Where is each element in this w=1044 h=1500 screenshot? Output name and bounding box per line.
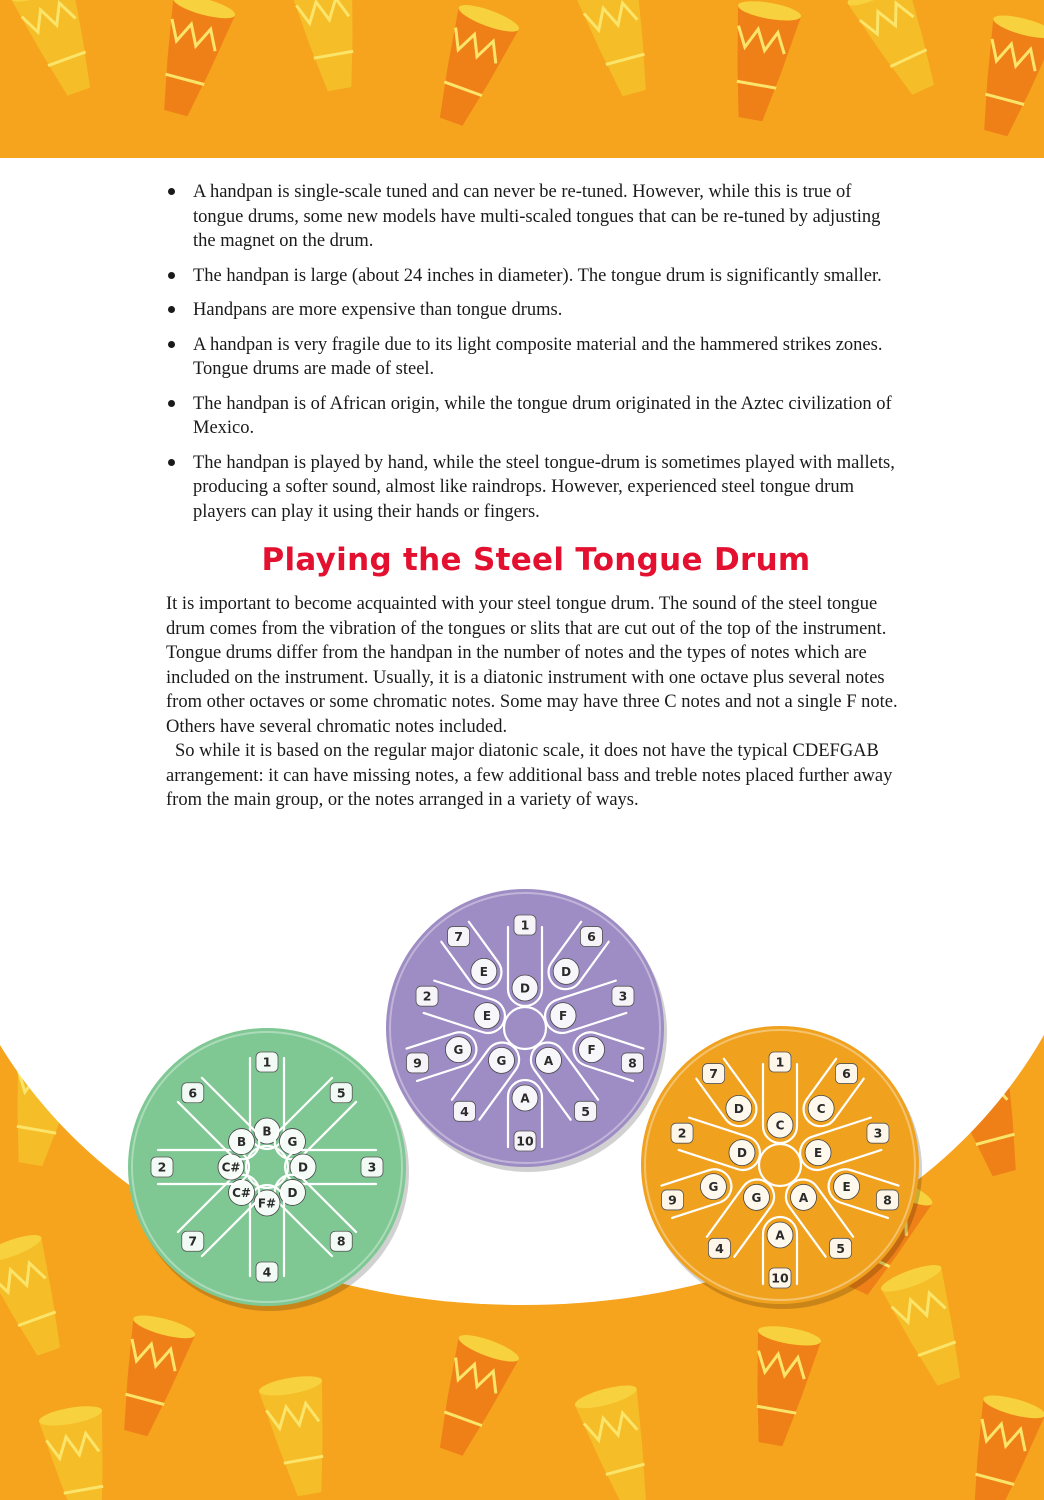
note-label: C# <box>232 1185 251 1200</box>
number-label: 3 <box>618 988 628 1004</box>
note-label: E <box>482 1009 492 1024</box>
note-label: A <box>543 1053 554 1068</box>
note-label: C <box>775 1118 785 1133</box>
note-label: F <box>558 1009 568 1024</box>
orange-drum-illustration <box>637 1022 923 1308</box>
list-item: Handpans are more expensive than tongue drums. <box>166 298 906 323</box>
note-label: G <box>496 1053 507 1068</box>
note-label: G <box>453 1043 464 1058</box>
number-label: 6 <box>842 1066 851 1082</box>
purple-drum-illustration <box>382 885 668 1171</box>
note-label: B <box>236 1135 247 1150</box>
note-label: D <box>520 981 530 996</box>
list-item: The handpan is played by hand, while the steel tongue-drum is sometimes played with mallets, producing a softer sound, almost like raindrops. However, experienced steel tongue drum players can play it using their hands or fingers. <box>166 451 906 525</box>
list-item: The handpan is of African origin, while the tongue drum originated in the Aztec civilization of Mexico. <box>166 392 906 441</box>
list-item: The handpan is large (about 24 inches in diameter). The tongue drum is significantly smaller. <box>166 264 906 289</box>
list-item: A handpan is single-scale tuned and can never be re-tuned. However, while this is true of tongue drums, some new models have multi-scaled tongues that can be re-tuned by adjusting the magnet on the drum. <box>166 180 906 254</box>
number-label: 4 <box>460 1103 469 1119</box>
number-label: 5 <box>336 1085 346 1101</box>
note-label: B <box>262 1124 272 1139</box>
paragraph: So while it is based on the regular major diatonic scale, it does not have the typical CDEFGAB arrangement: it can have missing notes, a few additional bass and treble notes placed further away from the main group, or the notes arranged in a variety of ways. <box>166 741 893 810</box>
number-label: 8 <box>883 1192 892 1208</box>
orange-tongue-drum <box>637 1022 923 1308</box>
note-label: C <box>816 1101 826 1116</box>
number-label: 1 <box>520 917 530 933</box>
number-label: 9 <box>413 1055 422 1071</box>
note-label: D <box>736 1146 747 1161</box>
number-label: 4 <box>715 1240 724 1256</box>
note-label: A <box>775 1228 785 1243</box>
number-label: 2 <box>422 988 432 1004</box>
number-label: 6 <box>188 1085 198 1101</box>
note-label: G <box>751 1190 762 1205</box>
purple-tongue-drum <box>382 885 668 1171</box>
green-drum-illustration <box>124 1024 410 1310</box>
note-label: F# <box>257 1196 277 1211</box>
note-label: A <box>798 1190 809 1205</box>
main-content <box>166 180 906 813</box>
number-label: 3 <box>367 1159 377 1175</box>
comparison-list <box>166 180 906 524</box>
number-label: 1 <box>775 1054 785 1070</box>
note-label: A <box>520 1091 530 1106</box>
number-label: 10 <box>516 1133 534 1149</box>
note-label: C# <box>221 1160 241 1175</box>
number-label: 4 <box>262 1264 272 1280</box>
section-heading: Playing the Steel Tongue Drum <box>261 542 811 578</box>
number-label: 9 <box>668 1192 677 1208</box>
list-item: A handpan is very fragile due to its light composite material and the hammered strikes zones. Tongue drums are made of steel. <box>166 333 906 382</box>
number-label: 6 <box>587 929 596 945</box>
number-label: 2 <box>157 1159 167 1175</box>
number-label: 8 <box>628 1055 637 1071</box>
note-label: G <box>708 1180 719 1195</box>
paragraph: It is important to become acquainted with your steel tongue drum. The sound of the steel tongue drum comes from the vibration of the tongues or slits that are cut out of the top of the instrument. <box>166 594 887 639</box>
paragraph: Tongue drums differ from the handpan in the number of notes and the types of notes which are included on the instrument. Usually, it is a diatonic instrument with one octave plus several notes from other octaves or some chromatic notes. Some may have three C notes and not a single F note. Others have several chromatic notes included. <box>166 643 898 737</box>
number-label: 7 <box>188 1233 198 1249</box>
note-label: D <box>733 1101 744 1116</box>
note-label: E <box>842 1180 851 1195</box>
number-label: 5 <box>836 1240 845 1256</box>
note-label: F <box>587 1043 596 1058</box>
number-label: 1 <box>262 1054 272 1070</box>
number-label: 10 <box>771 1270 789 1286</box>
number-label: 5 <box>581 1103 590 1119</box>
number-label: 7 <box>709 1066 718 1082</box>
note-label: E <box>813 1146 823 1161</box>
number-label: 7 <box>454 929 463 945</box>
note-label: D <box>298 1160 308 1175</box>
note-label: G <box>287 1135 298 1150</box>
note-label: E <box>479 964 488 979</box>
note-label: D <box>287 1185 298 1200</box>
number-label: 8 <box>336 1233 346 1249</box>
number-label: 2 <box>677 1125 687 1141</box>
number-label: 3 <box>873 1125 883 1141</box>
note-label: D <box>561 964 572 979</box>
green-tongue-drum <box>124 1024 410 1310</box>
